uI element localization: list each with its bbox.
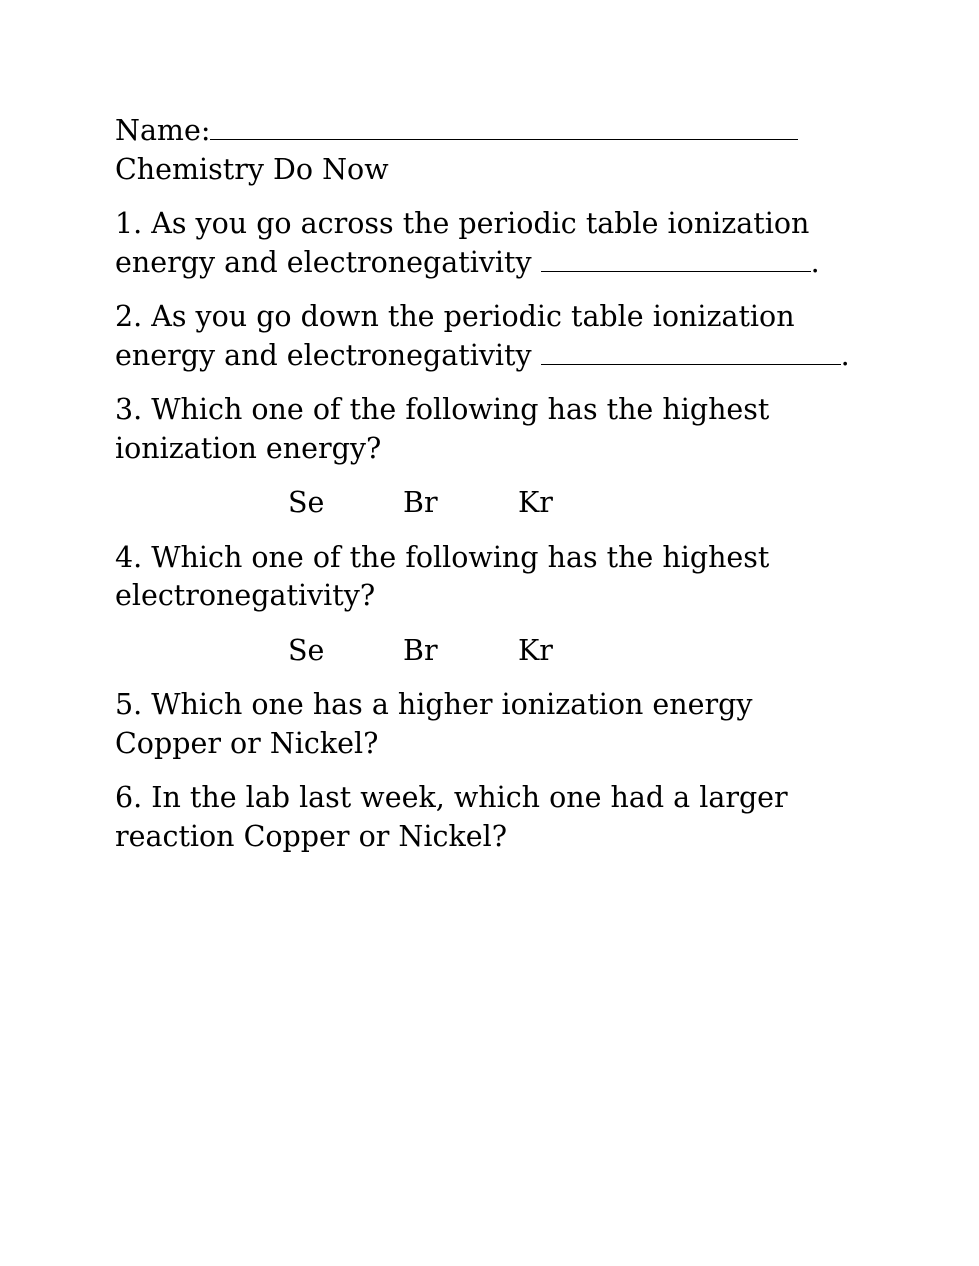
question-3-line-2: ionization energy? xyxy=(115,431,382,465)
question-3 xyxy=(115,391,875,468)
question-3-choices xyxy=(115,484,875,523)
choice-br: Br xyxy=(403,633,438,667)
question-4 xyxy=(115,539,875,616)
question-6 xyxy=(115,779,875,856)
question-2-text: energy and electronegativity xyxy=(115,338,541,372)
question-6-line-1: 6. In the lab last week, which one had a larger xyxy=(115,781,788,814)
answer-blank-2 xyxy=(541,338,841,365)
question-5-line-1: 5. Which one has a higher ionization energy xyxy=(115,688,753,721)
choice-br: Br xyxy=(403,486,438,519)
question-1 xyxy=(115,205,875,282)
name-blank xyxy=(210,113,798,140)
choice-kr: Kr xyxy=(518,486,553,519)
answer-blank-1 xyxy=(541,245,811,272)
question-2-line-2 xyxy=(115,337,875,376)
question-4-choices xyxy=(115,632,875,671)
question-3-line-1: 3. Which one of the following has the highest xyxy=(115,393,770,426)
question-5 xyxy=(115,686,875,763)
question-2-line-1: 2. As you go down the periodic table ionization xyxy=(115,300,795,333)
question-1-line-1: 1. As you go across the periodic table ionization xyxy=(115,207,810,240)
worksheet-title: Chemistry Do Now xyxy=(115,152,389,186)
question-2 xyxy=(115,298,875,375)
question-4-line-1: 4. Which one of the following has the highest xyxy=(115,540,770,574)
question-4-line-2: electronegativity? xyxy=(115,579,376,612)
choice-se: Se xyxy=(288,633,325,667)
question-1-line-2 xyxy=(115,244,875,283)
question-2-period: . xyxy=(840,338,850,372)
question-6-line-2: reaction Copper or Nickel? xyxy=(115,819,507,853)
question-1-period: . xyxy=(810,245,820,279)
worksheet xyxy=(115,112,875,856)
name-line xyxy=(115,112,875,151)
choice-se: Se xyxy=(288,486,325,519)
question-5-line-2: Copper or Nickel? xyxy=(115,726,379,760)
choice-kr: Kr xyxy=(518,633,553,667)
question-1-text: energy and electronegativity xyxy=(115,245,541,279)
name-label: Name: xyxy=(115,114,211,147)
